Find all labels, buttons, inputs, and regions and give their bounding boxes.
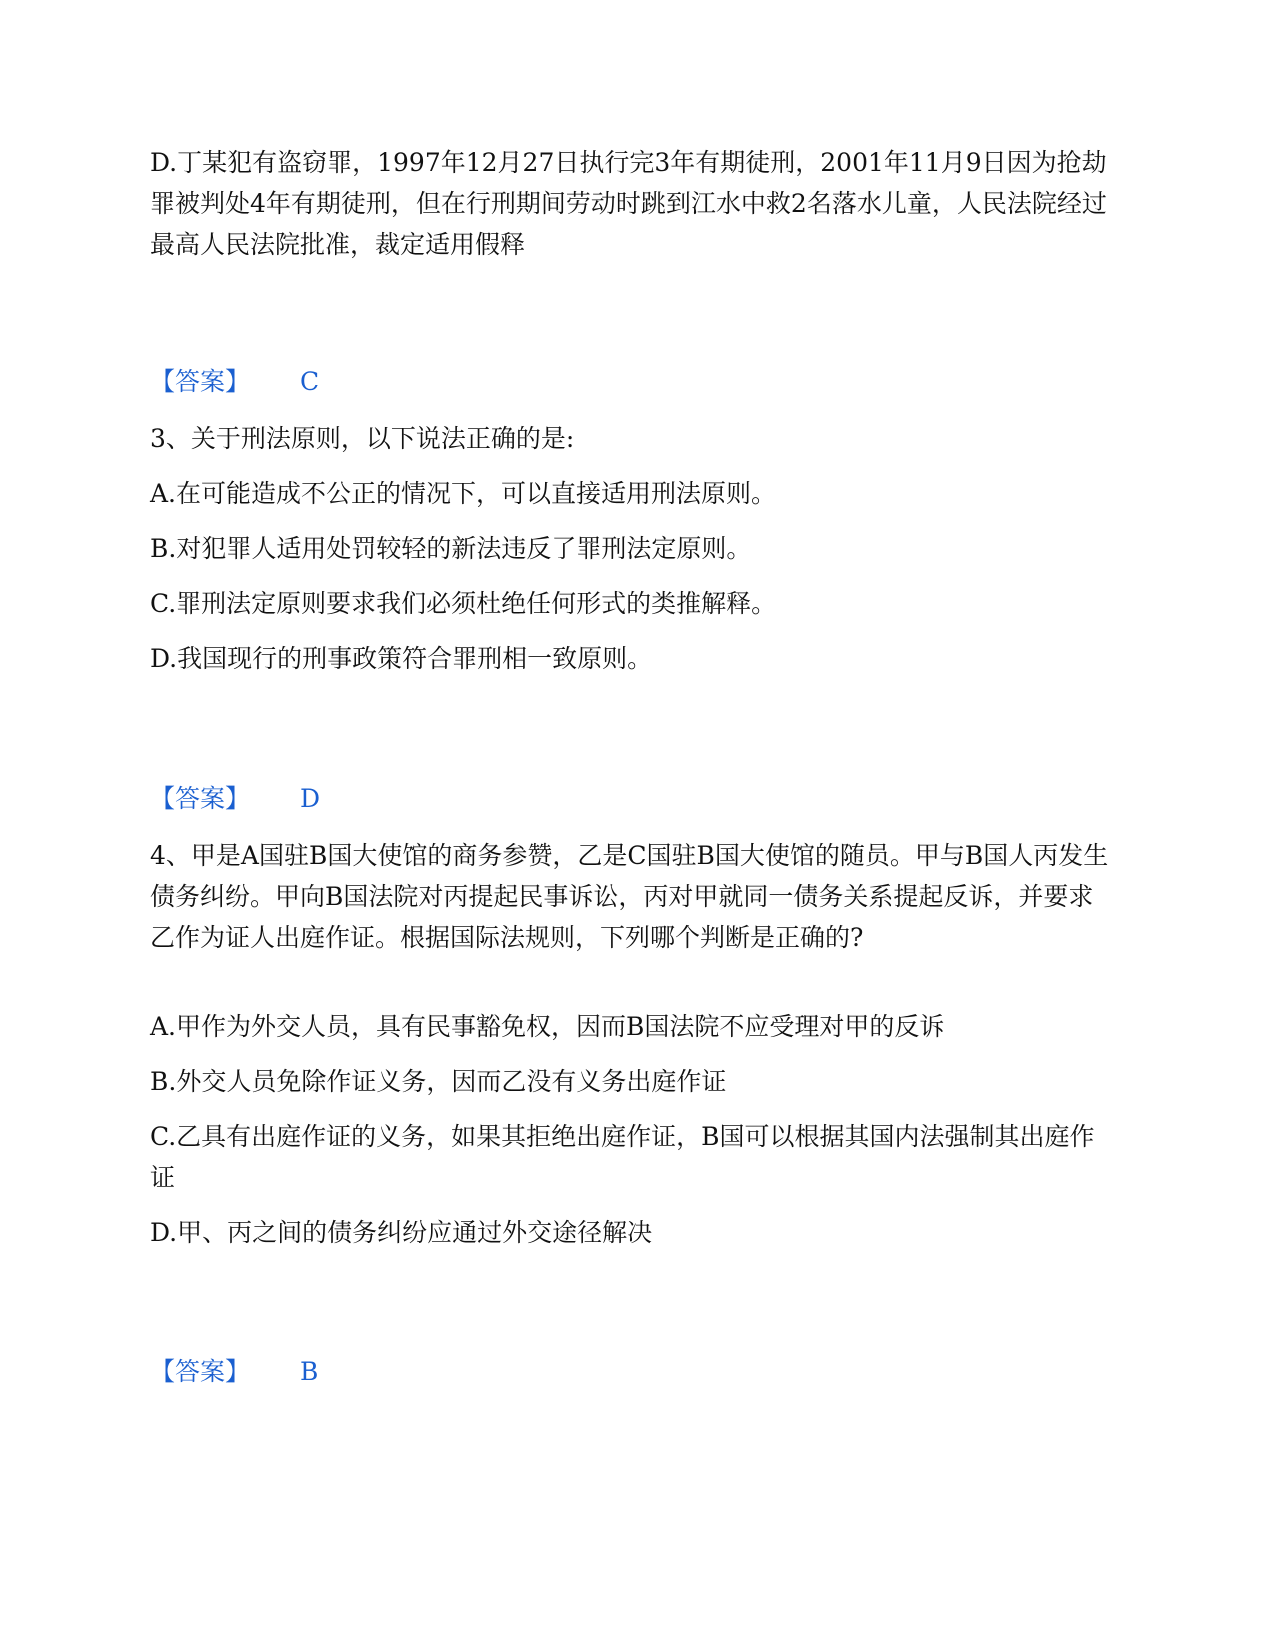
question-4-option-a: A.甲作为外交人员，具有民事豁免权，因而B国法院不应受理对甲的反诉 bbox=[150, 1012, 945, 1041]
answer-2 bbox=[150, 364, 319, 400]
answer-label: 【答案】 bbox=[150, 1357, 251, 1386]
answer-value: D bbox=[300, 784, 321, 813]
question-4-stem: 4、甲是A国驻B国大使馆的商务参赞，乙是C国驻B国大使馆的随员。甲与B国人丙发生债务纠纷。甲向B国法院对丙提起民事诉讼，丙对甲就同一债务关系提起反诉，并要求乙作为证人出庭作证。根据国际法规则，下列哪个判断是正确的? bbox=[150, 841, 1109, 952]
answer-value: C bbox=[300, 367, 320, 396]
answer-3 bbox=[150, 781, 320, 817]
question-3-option-d: D.我国现行的刑事政策符合罪刑相一致原则。 bbox=[150, 644, 653, 673]
question-4-option-c: C.乙具有出庭作证的义务，如果其拒绝出庭作证，B国可以根据其国内法强制其出庭作证 bbox=[150, 1122, 1095, 1192]
question-4-option-b: B.外交人员免除作证义务，因而乙没有义务出庭作证 bbox=[150, 1067, 727, 1096]
answer-4 bbox=[150, 1354, 318, 1390]
question-4-option-d: D.甲、丙之间的债务纠纷应通过外交途径解决 bbox=[150, 1218, 653, 1247]
question-3-option-c: C.罪刑法定原则要求我们必须杜绝任何形式的类推解释。 bbox=[150, 589, 777, 618]
question-2-option-d: D.丁某犯有盗窃罪，1997年12月27日执行完3年有期徒刑，2001年11月9日因为抢劫罪被判处4年有期徒刑，但在行刑期间劳动时跳到江水中救2名落水儿童，人民法院经过最高人民法院批准，裁定适用假释 bbox=[150, 148, 1107, 259]
answer-value: B bbox=[300, 1357, 319, 1386]
answer-label: 【答案】 bbox=[150, 784, 251, 813]
question-3-option-a: A.在可能造成不公正的情况下，可以直接适用刑法原则。 bbox=[150, 479, 777, 508]
question-3-option-b: B.对犯罪人适用处罚较轻的新法违反了罪刑法定原则。 bbox=[150, 534, 752, 563]
answer-label: 【答案】 bbox=[150, 367, 251, 396]
question-3-stem: 3、关于刑法原则，以下说法正确的是: bbox=[150, 424, 575, 453]
